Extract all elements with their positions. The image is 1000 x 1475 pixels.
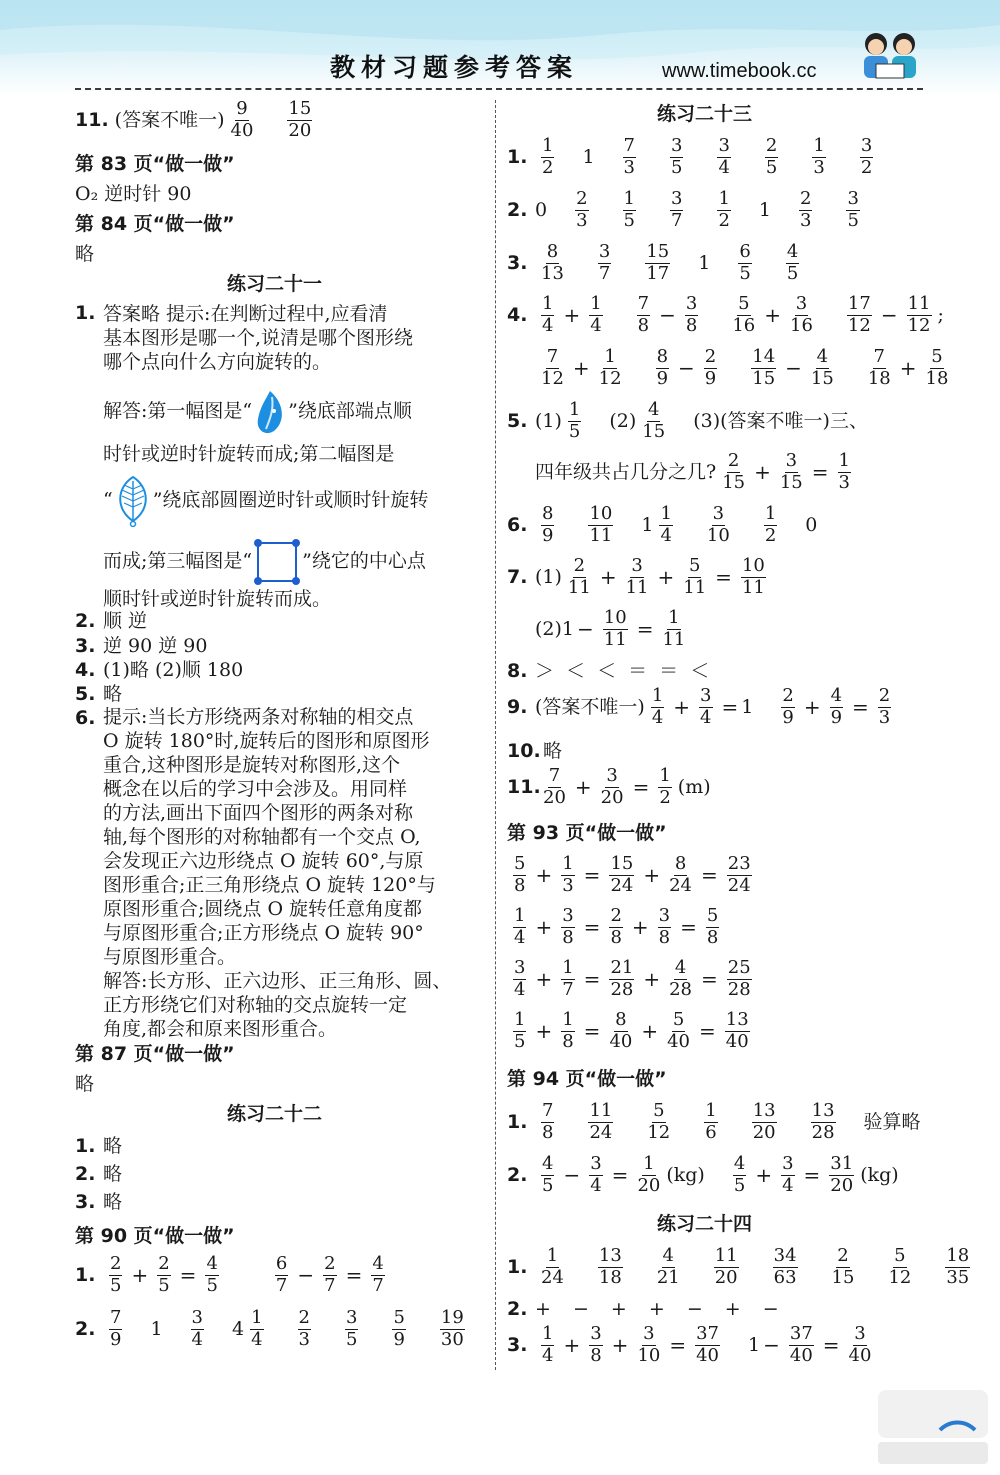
ex21-1-solution-line4: 而成;第三幅图是“ ”绕它的中心点 [103, 537, 426, 587]
p83-answer: O₂ 逆时针 90 [75, 183, 192, 205]
ex23-7-line1: 7. (1) $\frac{2}{11}$ + $\frac{3}{11}$ + $\frac{5}{11}$ = $\frac{10}{11}$ [507, 555, 765, 598]
p93-line2: $\frac{1}{4}$ + $\frac{3}{8}$ = $\frac{2}{8}$ + $\frac{3}{8}$ = $\frac{5}{8}$ [514, 905, 719, 948]
leaf-drop-icon [252, 389, 288, 435]
ex23-4-line2: $\frac{7}{12}$ + $\frac{1}{12}$ $\frac{8}{9}$ − $\frac{2}{9}$ $\frac{14}{15}$ − $\frac{4}{15}$ $\frac{7}{18}$ + $\frac{5}{18}$ [541, 346, 949, 389]
ex23-10: 10. 略 [507, 740, 563, 762]
p87-answer: 略 [75, 1073, 95, 1095]
header-url[interactable]: www.timebook.cc [662, 60, 817, 82]
ex24-title: 练习二十四 [657, 1213, 753, 1235]
p93-line3: $\frac{3}{4}$ + $\frac{1}{7}$ = $\frac{21}{28}$ + $\frac{4}{28}$ = $\frac{25}{28}$ [514, 957, 751, 1000]
site-watermark-logo [870, 1380, 995, 1470]
ex21-4: 4. (1)略 (2)顺 180 [75, 659, 244, 681]
ex21-1-solution-line5: 顺时针或逆时针旋转而成。 [103, 588, 332, 610]
ex22-title: 练习二十二 [227, 1103, 323, 1125]
p84-answer: 略 [75, 243, 95, 265]
p90-1: 1. $\frac{2}{5}$ + $\frac{2}{5}$ = $\frac{4}{5}$ $\frac{6}{7}$ − $\frac{2}{7}$ = $\frac{4}{7}$ [75, 1253, 384, 1296]
ex23-4-line1: 4. $\frac{1}{4}$ + $\frac{1}{4}$ $\frac{7}{8}$ − $\frac{3}{8}$ $\frac{5}{16}$ + $\frac{3}{16}$ $\frac{17}{12}$ − $\frac{11}{12}$ ; [507, 293, 944, 336]
fraction: $\frac{15}{20}$ [288, 98, 312, 141]
ex23-6: 6. $\frac{8}{9}$ $\frac{10}{11}$ 1 $\frac{1}{4}$ $\frac{3}{10}$ $\frac{1}{2}$ 0 [507, 503, 818, 546]
q11-row [75, 100, 318, 141]
p84-title: 第 84 页“做一做” [75, 213, 235, 235]
right-column [507, 95, 970, 1375]
ex21-6-text: 提示:当长方形绕两条对称轴的相交点 O 旋转 180°时,旋转后的图形和原图形 重合,这种图形是旋转对称图形,这个 概念在以后的学习中会涉及。用同样 的方法,画出下面四个图形的两条对称 轴,每个图形的对称轴都有一个交点 O, 会发现正六边形绕点 O 旋转 60°,与原 图形重合;正三角形绕点 O 旋转 120°与 原图形重合;圆绕点 O 旋转任意角度都 与原图形重合;正方形绕点 O 旋转 90° 与原图形重合。 解答:长方形、正六边形、正三角形、圆、 正方形绕它们对称轴的交点旋转一定 角度,都会和原来图形重合。 [103, 706, 452, 1040]
ex23-2: 2. 0 $\frac{2}{3}$ $\frac{1}{5}$ $\frac{3}{7}$ $\frac{1}{2}$ 1 $\frac{2}{3}$ $\frac{3}{5}$ [507, 188, 859, 231]
ex24-1: 1. $\frac{1}{24}$ $\frac{13}{18}$ $\frac{4}{21}$ $\frac{11}{20}$ $\frac{34}{63}$ $\frac{2}{15}$ $\frac{5}{12}$ $\frac{18}{35}$ [507, 1245, 970, 1288]
p87-title: 第 87 页“做一做” [75, 1043, 235, 1065]
p93-title: 第 93 页“做一做” [507, 822, 667, 844]
p90-title: 第 90 页“做一做” [75, 1225, 235, 1247]
column-divider [495, 100, 496, 1370]
ex21-1-hint: 答案略 提示:在判断过程中,应看清 基本图形是哪一个,说清是哪个图形绕 哪个点向什么方向旋转的。 [103, 303, 414, 373]
ex21-1-number: 1. [75, 302, 96, 324]
ex21-3: 3. 逆 90 逆 90 [75, 635, 208, 657]
square-rotation-icon [252, 537, 302, 587]
left-column [75, 95, 487, 1375]
ex21-1-solution-line3: “ ”绕底部圆圈逆时针或顺时针旋转 [103, 475, 428, 527]
p93-line4: $\frac{1}{5}$ + $\frac{1}{8}$ = $\frac{8}{40}$ + $\frac{5}{40}$ = $\frac{13}{40}$ [514, 1009, 749, 1052]
ex23-3: 3. $\frac{8}{13}$ $\frac{3}{7}$ $\frac{15}{17}$ 1 $\frac{6}{5}$ $\frac{4}{5}$ [507, 241, 799, 284]
ex21-6-number: 6. [75, 707, 96, 729]
q11-note: (答案不唯一) [114, 108, 225, 131]
p83-title: 第 83 页“做一做” [75, 153, 235, 175]
ex23-5-line1: 5. (1) $\frac{1}{5}$ (2) $\frac{4}{15}$ (3)(答案不唯一)三、 [507, 399, 868, 442]
ex21-1-solution-line1: 解答:第一幅图是“ ”绕底部端点顺 [103, 389, 412, 435]
p94-title: 第 94 页“做一做” [507, 1068, 667, 1090]
ex23-8: 8. ＞ ＜ ＜ ＝ ＝ ＜ [507, 660, 713, 682]
ex23-7-line2: (2)1 − $\frac{10}{11}$ = $\frac{1}{11}$ [535, 607, 686, 650]
ex23-1: 1. $\frac{1}{2}$ 1 $\frac{7}{3}$ $\frac{3}{5}$ $\frac{3}{4}$ $\frac{2}{5}$ $\frac{1}{3}$ $\frac{3}{2}$ [507, 135, 873, 178]
header-title: 教材习题参考答案 [330, 53, 579, 82]
ex21-title: 练习二十一 [227, 273, 323, 295]
ex21-5: 5. 略 [75, 683, 123, 705]
q11-number: 11. [75, 108, 109, 131]
page-header [0, 0, 1000, 95]
ex21-2: 2. 顺 逆 [75, 610, 148, 632]
header-divider [75, 88, 923, 90]
ex23-5-line2: 四年级共占几分之几? $\frac{2}{15}$ + $\frac{3}{15}$ = $\frac{1}{3}$ [535, 450, 850, 493]
ex23-9: 9. (答案不唯一) $\frac{1}{4}$ + $\frac{3}{4}$ = 1 $\frac{2}{9}$ + $\frac{4}{9}$ = $\frac{2}{3}$ [507, 685, 891, 728]
p94-1: 1. $\frac{7}{8}$ $\frac{11}{24}$ $\frac{5}{12}$ $\frac{1}{6}$ $\frac{13}{20}$ $\frac{13}{28}$ 验算略 [507, 1100, 921, 1143]
leaf-icon [113, 475, 153, 527]
p94-2: 2. $\frac{4}{5}$ − $\frac{3}{4}$ = $\frac{1}{20}$ (kg) $\frac{4}{5}$ + $\frac{3}{4}$ = $\frac{31}{20}$ (kg) [507, 1153, 899, 1196]
ex24-2: 2. + − + + − + − [507, 1298, 787, 1320]
ex22-3: 3. 略 [75, 1191, 123, 1213]
ex21-1-solution-line2: 时针或逆时针旋转而成;第二幅图是 [103, 443, 395, 465]
ex23-11: 11. $\frac{7}{20}$ + $\frac{3}{20}$ = $\frac{1}{2}$ (m) [507, 765, 711, 808]
ex24-3: 3. $\frac{1}{4}$ + $\frac{3}{8}$ + $\frac{3}{10}$ = $\frac{37}{40}$ 1 − $\frac{37}{40}$ = $\frac{3}{40}$ [507, 1323, 872, 1366]
kids-reading-icon [856, 28, 926, 86]
fraction: $\frac{9}{40}$ [230, 98, 254, 141]
p90-2: 2. $\frac{7}{9}$ 1 $\frac{3}{4}$ 4 $\frac{1}{4}$ $\frac{2}{3}$ $\frac{3}{5}$ $\frac{5}{9}$ $\frac{19}{30}$ [75, 1307, 464, 1350]
ex22-2: 2. 略 [75, 1163, 123, 1185]
ex22-1: 1. 略 [75, 1135, 123, 1157]
ex23-title: 练习二十三 [657, 103, 753, 125]
p93-line1: $\frac{5}{8}$ + $\frac{1}{3}$ = $\frac{15}{24}$ + $\frac{8}{24}$ = $\frac{23}{24}$ [514, 853, 751, 896]
